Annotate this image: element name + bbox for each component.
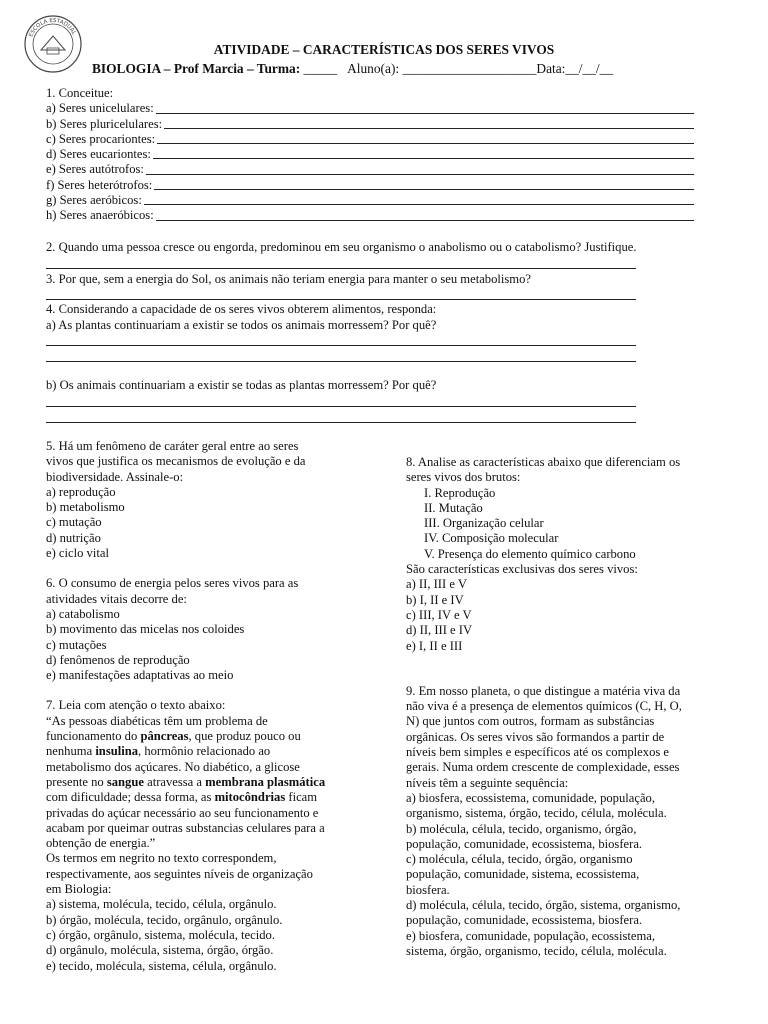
q1-item-a[interactable]: a) Seres unicelulares: bbox=[46, 101, 694, 116]
right-column bbox=[406, 455, 722, 959]
aluno-field[interactable]: ____________________ bbox=[402, 61, 537, 76]
q1-item-g[interactable]: g) Seres aeróbicos: bbox=[46, 193, 694, 208]
feature-item: II. Mutação bbox=[424, 500, 483, 515]
feature-item: I. Reprodução bbox=[424, 485, 496, 500]
option[interactable]: b) órgão, molécula, tecido, orgânulo, orgânulo. bbox=[46, 912, 283, 927]
q1-item-d[interactable]: d) Seres eucariontes: bbox=[46, 147, 694, 162]
left-column bbox=[46, 439, 364, 974]
question-8: 8. Analise as características abaixo que diferenciam os seres vivos dos brutos: I. Reprodução II. Mutação III. Organização celular IV. Composição molecular V. Presença do elemento químico carbono São características exclusivas dos seres vivos: a) II, III e V b) I, II e IV c) III, IV e V d) II, III e IV e) I, II e III bbox=[406, 455, 722, 654]
option[interactable]: e) tecido, molécula, sistema, célula, orgânulo. bbox=[46, 958, 277, 973]
option[interactable]: d) fenômenos de reprodução bbox=[46, 652, 190, 667]
option[interactable]: b) metabolismo bbox=[46, 500, 125, 515]
q1-item-e[interactable]: e) Seres autótrofos: bbox=[46, 162, 694, 177]
bold-term: sangue bbox=[106, 774, 144, 789]
answer-line[interactable] bbox=[46, 345, 636, 346]
bold-term: pâncreas bbox=[140, 729, 189, 744]
data-field[interactable]: Data:__/__/__ bbox=[536, 61, 614, 76]
bold-term: membrana plasmática bbox=[205, 774, 326, 789]
aluno-label: Aluno(a): bbox=[347, 61, 400, 76]
option[interactable]: c) mutações bbox=[46, 637, 107, 652]
option[interactable]: d) molécula, célula, tecido, órgão, sistema, organismo, bbox=[406, 898, 681, 913]
feature-item: V. Presença do elemento químico carbono bbox=[424, 546, 636, 561]
option[interactable]: d) orgânulo, molécula, sistema, órgão, órgão. bbox=[46, 943, 274, 958]
feature-item: III. Organização celular bbox=[424, 516, 544, 531]
answer-line[interactable] bbox=[46, 361, 636, 362]
option[interactable]: b) movimento das micelas nos coloides bbox=[46, 622, 245, 637]
question-7-title: 7. Leia com atenção o texto abaixo: bbox=[46, 698, 226, 713]
feature-item: IV. Composição molecular bbox=[424, 531, 559, 546]
option[interactable]: c) molécula, célula, tecido, órgão, organismo bbox=[406, 852, 633, 867]
question-3: 3. Por que, sem a energia do Sol, os animais não teriam energia para manter o seu metabolismo? bbox=[46, 272, 531, 286]
option[interactable]: b) I, II e IV bbox=[406, 592, 464, 607]
question-6: 6. O consumo de energia pelos seres vivos para as atividades vitais decorre de: a) catabolismo b) movimento das micelas nos coloides c) mutações d) fenômenos de reprodução e) manifestações adaptativas ao meio bbox=[46, 576, 364, 683]
turma-field[interactable]: _____ bbox=[303, 61, 338, 76]
option[interactable]: a) II, III e V bbox=[406, 577, 467, 592]
answer-line[interactable] bbox=[46, 299, 636, 300]
q1-item-h[interactable]: h) Seres anaeróbicos: bbox=[46, 208, 694, 223]
subject-label: BIOLOGIA – Prof Marcia – Turma: bbox=[92, 61, 301, 76]
option[interactable]: c) órgão, orgânulo, sistema, molécula, tecido. bbox=[46, 927, 275, 942]
question-7: 7. Leia com atenção o texto abaixo: “As pessoas diabéticas têm um problema de funcionamento do pâncreas, que produz pouco ou nenhuma insulina, hormônio relacionado ao metabolismo dos açúcares. No diabético, a glicose presente no sangue atravessa a membrana plasmática com dificuldade; dessa forma, as mitocôndrias ficam privadas do açúcar necessário ao seu funcionamento e acabam por queimar outras substancias celulares para a obtenção de energia.” Os termos em negrito no texto correspondem, respectivamente, aos seguintes níveis de organização em Biologia: a) sistema, molécula, tecido, célula, orgânulo. b) órgão, molécula, tecido, orgânulo, orgânulo. c) órgão, orgânulo, sistema, molécula, tecido. d) orgânulo, molécula, sistema, órgão, órgão. e) tecido, molécula, sistema, célula, orgânulo. bbox=[46, 698, 364, 973]
question-1-title: 1. Conceitue: bbox=[46, 86, 114, 100]
option[interactable]: e) I, II e III bbox=[406, 638, 463, 653]
question-9: 9. Em nosso planeta, o que distingue a matéria viva da não viva é a presença de elementos químicos (C, H, O, N) que juntos com outros, formam as substâncias orgânicas. Os seres vivos são formandos a partir de níveis bem simples e específicos até os complexos e gerais. Numa ordem crescente de complexidade, esses níveis têm a seguinte sequência: a) biosfera, ecossistema, comunidade, população, organismo, sistema, órgão, tecido, célula, molécula. b) molécula, célula, tecido, organismo, órgão, população, comunidade, ecossistema, biosfera. c) molécula, célula, tecido, órgão, organismo população, comunidade, sistema, ecossistema, biosfera. d) molécula, célula, tecido, órgão, sistema, organismo, população, comunidade, ecossistema, biosfera. e) biosfera, comunidade, população, ecossistema, sistema, órgão, organismo, tecido, célula, molécula. bbox=[406, 684, 722, 959]
page-title: ATIVIDADE – CARACTERÍSTICAS DOS SERES VIVOS bbox=[213, 42, 555, 57]
option[interactable]: e) biosfera, comunidade, população, ecossistema, bbox=[406, 928, 655, 943]
option[interactable]: a) catabolismo bbox=[46, 606, 120, 621]
option[interactable]: c) III, IV e V bbox=[406, 607, 472, 622]
answer-line[interactable] bbox=[46, 406, 636, 407]
bold-term: insulina bbox=[95, 744, 139, 759]
question-4a: a) As plantas continuariam a existir se todos os animais morressem? Por quê? bbox=[46, 318, 437, 332]
option[interactable]: a) reprodução bbox=[46, 484, 116, 499]
question-4-title: 4. Considerando a capacidade de os seres vivos obterem alimentos, responda: bbox=[46, 302, 437, 316]
answer-line[interactable] bbox=[46, 422, 636, 423]
option[interactable]: a) biosfera, ecossistema, comunidade, população, bbox=[406, 790, 655, 805]
q1-item-b[interactable]: b) Seres pluricelulares: bbox=[46, 117, 694, 132]
header-info-line bbox=[92, 61, 613, 77]
question-5: 5. Há um fenômeno de caráter geral entre ao seres vivos que justifica os mecanismos de evolução e da biodiversidade. Assinale-o: a) reprodução b) metabolismo c) mutação d) nutrição e) ciclo vital bbox=[46, 439, 364, 561]
option[interactable]: d) nutrição bbox=[46, 530, 101, 545]
option[interactable]: b) molécula, célula, tecido, organismo, órgão, bbox=[406, 821, 637, 836]
bold-term: mitocôndrias bbox=[214, 790, 286, 805]
question-4b: b) Os animais continuariam a existir se todas as plantas morressem? Por quê? bbox=[46, 378, 437, 392]
q1-item-c[interactable]: c) Seres procariontes: bbox=[46, 132, 694, 147]
question-2: 2. Quando uma pessoa cresce ou engorda, predominou em seu organismo o anabolismo ou o catabolismo? Justifique. bbox=[46, 240, 637, 254]
option[interactable]: c) mutação bbox=[46, 515, 102, 530]
svg-text:ESCOLA ESTADUAL: ESCOLA ESTADUAL bbox=[28, 17, 77, 38]
option[interactable]: a) sistema, molécula, tecido, célula, orgânulo. bbox=[46, 897, 277, 912]
question-1 bbox=[46, 86, 694, 224]
option[interactable]: e) manifestações adaptativas ao meio bbox=[46, 668, 234, 683]
option[interactable]: d) II, III e IV bbox=[406, 623, 473, 638]
answer-line[interactable] bbox=[46, 268, 636, 269]
q1-item-f[interactable]: f) Seres heterótrofos: bbox=[46, 178, 694, 193]
option[interactable]: e) ciclo vital bbox=[46, 546, 109, 561]
